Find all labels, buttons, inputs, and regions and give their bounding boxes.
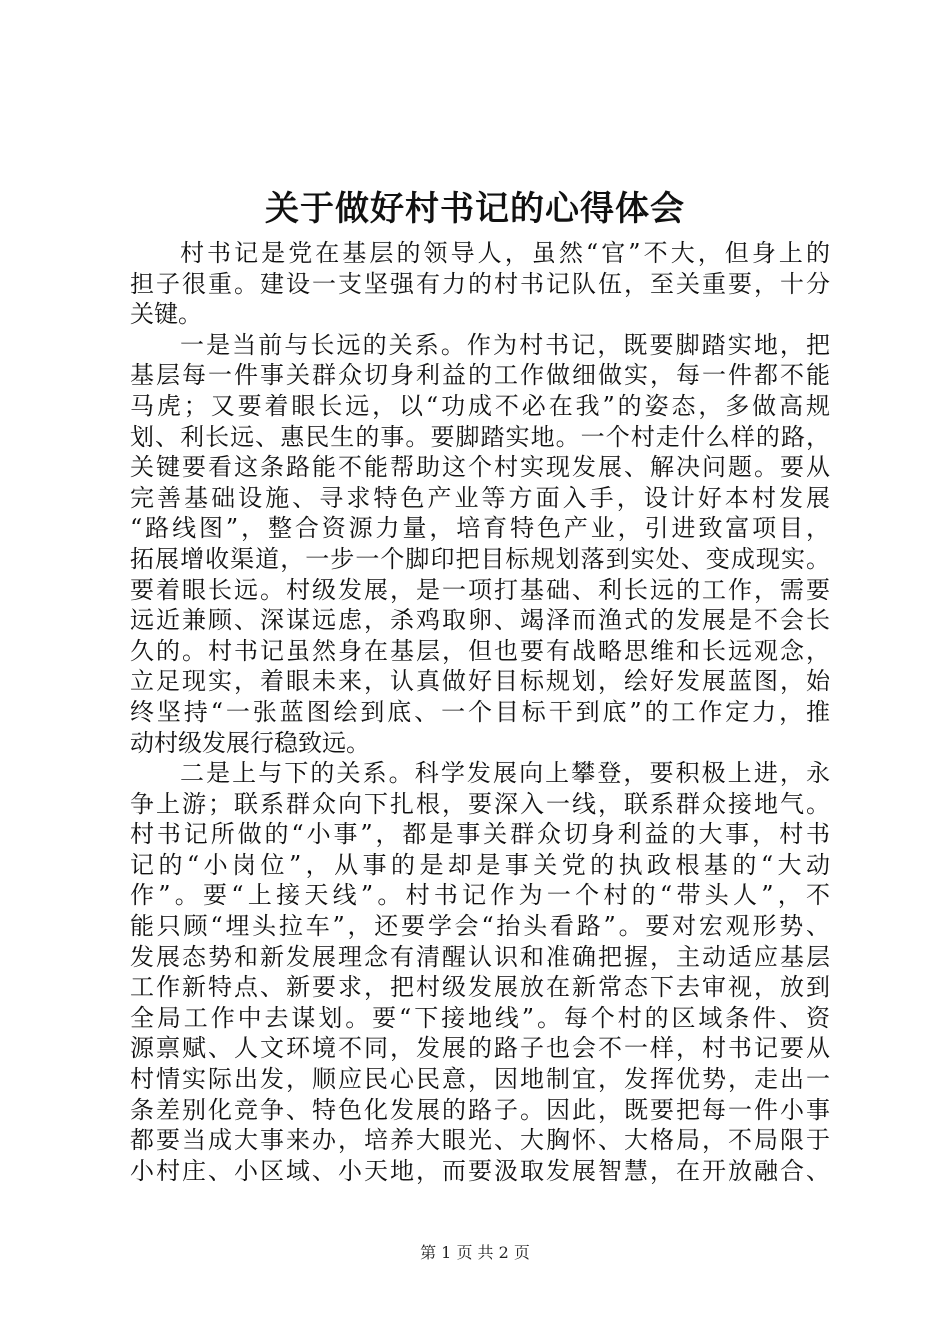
text-line: 作”。要“上接天线”。村书记作为一个村的“带头人”，不: [130, 881, 830, 910]
text-line: 担子很重。建设一支坚强有力的村书记队伍，至关重要，十分: [130, 269, 830, 298]
text-line: 全局工作中去谋划。要“下接地线”。每个村的区域条件、资: [130, 1003, 830, 1032]
text-line: 关键要看这条路能不能帮助这个村实现发展、解决问题。要从: [130, 453, 830, 482]
text-line: 村书记是党在基层的领导人，虽然“官”不大，但身上的: [180, 239, 830, 267]
text-line: 小村庄、小区域、小天地，而要汲取发展智慧，在开放融合、: [130, 1156, 830, 1185]
page-number: 第 1 页 共 2 页: [420, 1243, 530, 1262]
text-line: 远近兼顾、深谋远虑，杀鸡取卵、竭泽而渔式的发展是不会长: [130, 606, 830, 635]
text-line: 马虎；又要着眼长远，以“功成不必在我”的姿态，多做高规: [130, 391, 830, 420]
text-line: 久的。村书记虽然身在基层，但也要有战略思维和长远观念，: [130, 636, 830, 665]
text-line: 争上游；联系群众向下扎根，要深入一线，联系群众接地气。: [130, 789, 830, 818]
text-line: 二是上与下的关系。科学发展向上攀登，要积极上进，永: [180, 759, 830, 788]
text-line: 拓展增收渠道，一步一个脚印把目标规划落到实处、变成现实。: [130, 544, 830, 573]
text-line: 工作新特点、新要求，把村级发展放在新常态下去审视，放到: [130, 973, 830, 1002]
text-line: 发展态势和新发展理念有清醒认识和准确把握，主动适应基层: [130, 942, 830, 971]
text-line: 立足现实，着眼未来，认真做好目标规划，绘好发展蓝图，始: [130, 667, 830, 696]
text-line: 源禀赋、人文环境不同，发展的路子也会不一样，村书记要从: [130, 1034, 830, 1063]
text-line: “路线图”，整合资源力量，培育特色产业，引进致富项目，: [130, 514, 830, 543]
text-line: 完善基础设施、寻求特色产业等方面入手，设计好本村发展: [130, 483, 830, 512]
document-body: [130, 238, 830, 1186]
text-line: 一是当前与长远的关系。作为村书记，既要脚踏实地，把: [180, 330, 830, 359]
text-line: 能只顾“埋头拉车”，还要学会“抬头看路”。要对宏观形势、: [130, 912, 830, 941]
document-title: 关于做好村书记的心得体会: [265, 189, 685, 229]
text-line: 划、利长远、惠民生的事。要脚踏实地。一个村走什么样的路，: [130, 422, 830, 451]
text-line: 都要当成大事来办，培养大眼光、大胸怀、大格局，不局限于: [130, 1126, 830, 1155]
text-line: 关键。: [130, 300, 202, 329]
text-line: 基层每一件事关群众切身利益的工作做细做实，每一件都不能: [130, 361, 830, 390]
text-line: 动村级发展行稳致远。: [130, 728, 370, 757]
text-line: 记的“小岗位”，从事的是却是事关党的执政根基的“大动: [130, 850, 830, 879]
text-line: 村情实际出发，顺应民心民意，因地制宜，发挥优势，走出一: [130, 1065, 830, 1094]
text-line: 要着眼长远。村级发展，是一项打基础、利长远的工作，需要: [130, 575, 830, 604]
text-line: 条差别化竞争、特色化发展的路子。因此，既要把每一件小事: [130, 1095, 830, 1124]
text-line: 村书记所做的“小事”，都是事关群众切身利益的大事，村书: [130, 820, 830, 849]
text-line: 终坚持“一张蓝图绘到底、一个目标干到底”的工作定力，推: [130, 697, 830, 726]
